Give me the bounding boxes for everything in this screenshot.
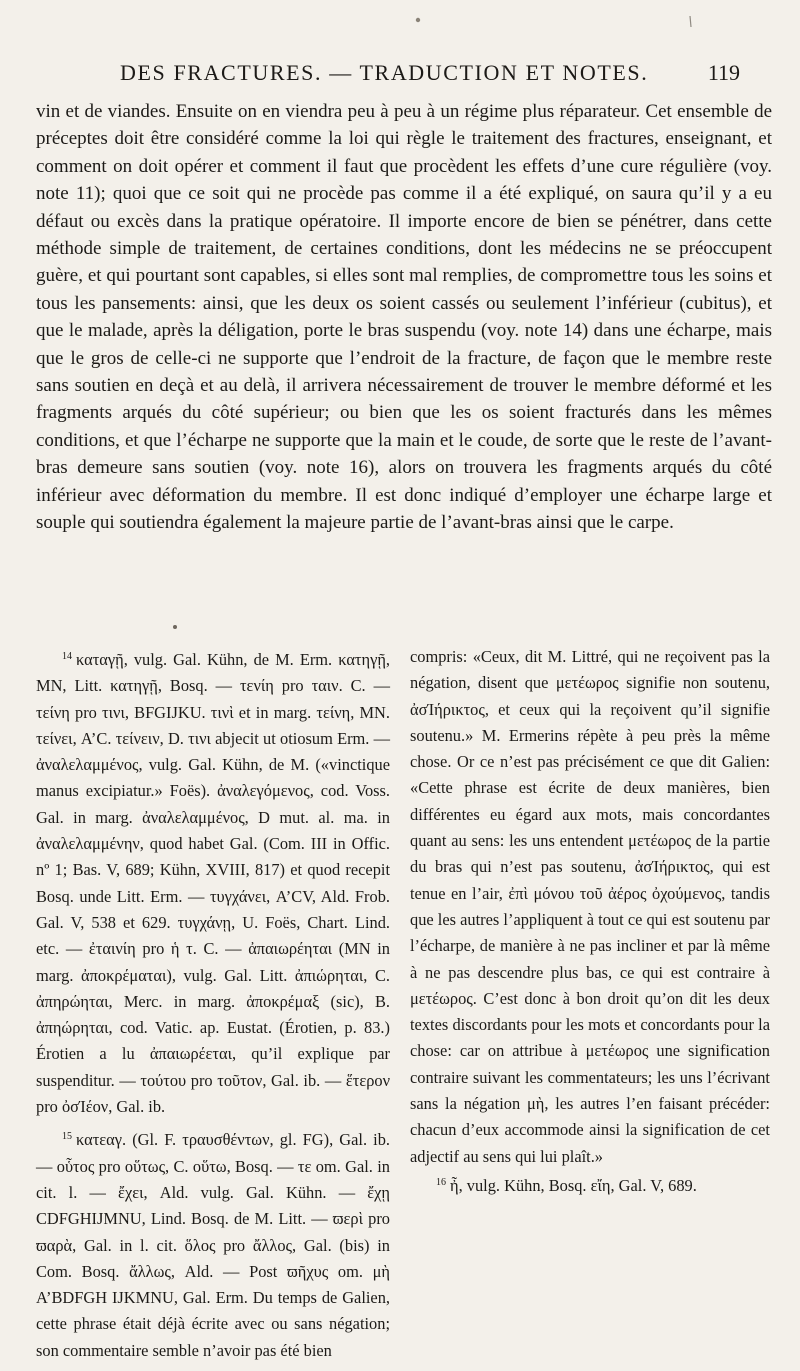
footnote-15-number: 15	[62, 1131, 72, 1143]
running-title: DES FRACTURES. — TRADUCTION ET NOTES.	[120, 60, 649, 85]
footnote-16-number: 16	[436, 1176, 446, 1188]
footnote-14-number: 14	[62, 651, 72, 662]
footnote-14-text: καταγῇ, vulg. Gal. Kühn, de M. Erm. κατηγῇ, MN, Litt. κατηγῇ, Bosq. — τενίη pro ταιν. C. — τείνη pro τινι, BFGIJKU. τινὶ et in marg. τείνη, MN. τείνει, A’C. τείνειν, D. τινι abjecit ut otiosum Erm. — ἀναλελαμμένος, vulg. Gal. Kühn, de M. («vinctique manus excipiatur.» Foës). ἀναλεγόμενος, cod. Voss. Gal. in marg. ἀναλελαμμένος, D mut. al. ma. in ἀναλελαμμένην, quod habet Gal. (Com. III in Offic. nº 1; Bas. V, 689; Kühn, XVIII, 817) et quod recepit Bosq. unde Litt. Erm. — τυγχάνει, A’CV, Ald. Frob. Gal. V, 538 et 629. τυγχάνῃ, U. Foës, Chart. Lind. etc. — ἐταινίη pro ἡ τ. C. — ἀπαιωρέηται (MN in marg. ἀποκρέμαται), vulg. Gal. Litt. ἀπιώρηται, C. ἀπηρώηται, Merc. in marg. ἀποκρέμαξ (sic), B. ἀπηώρηται, cod. Vatic. ap. Eustat. (Érotien, p. 83.) Érotien a lu ἀπαιωρέεται, qu’il explique par suspenditur. — τούτου pro τοῦτον, Gal. ib. — ἕτερον pro ὀσΊέον, Gal. ib.	[36, 650, 390, 1117]
footnote-15-text: κατεαγ. (Gl. F. τραυσθέντων, gl. FG), Gal. ib. — οὗτος pro οὕτως, C. οὕτω, Bosq. — τε om. Gal. in cit. l. — ἔχει, Ald. vulg. Gal. Kühn. — ἔχῃ CDFGHIJMNU, Lind. Bosq. de M. Litt. — ϖερὶ pro ϖαρὰ, Gal. in l. cit. ὅλος pro ἄλλος, Gal. (bis) in Com. Bosq. ἄλλως, Ald. — Post ϖῆχυς om. μὴ A’BDFGH IJKMNU, Gal. Erm. Du temps de Galien, cette phrase était déjà écrite avec ou sans négation; son commentaire semble n’avoir pas été bien	[36, 1130, 390, 1360]
page-number: 119	[707, 60, 740, 85]
footnote-16-text: ἦ, vulg. Kühn, Bosq. εἴη, Gal. V, 689.	[450, 1175, 697, 1195]
ink-mark	[690, 16, 691, 27]
ink-dot	[173, 625, 177, 629]
body-paragraph: vin et de viandes. Ensuite on en viendra peu à peu à un régime plus réparateur. Cet ensemble de préceptes doit être considéré comme la loi qui règle le traitement des fractures, enseignant, et comment on doit opérer et comment il faut que procèdent les effets d’une cure régulière (voy. note 11); quoi que ce soit qui ne procède pas comme il a été expliqué, on saura qu’il y a eu défaut ou excès dans la pratique opératoire. Il importe encore de bien se pénétrer, dans cette méthode simple de traitement, de certaines conditions, dont les médecins ne se préoccupent guère, et qui pourtant sont capables, si elles sont mal remplies, de compromettre tous les soins et tous les pansements: ainsi, que les deux os soient cassés ou seulement l’inférieur (cubitus), et que le malade, après la déligation, porte le bras suspendu (voy. note 14) dans une écharpe, mais que le gros de celle-ci ne supporte que l’endroit de la fracture, de façon que le membre reste sans soutien en deçà et au delà, il arrivera nécessairement de trouver le membre déformé et les fragments arqués du côté supérieur; ou bien que les os soient fracturés dans les mêmes conditions, et que l’écharpe ne supporte que la main et le coude, de sorte que le reste de l’avant-bras demeure sans soutien (voy. note 16), alors on trouvera les fragments arqués du côté inférieur avec déformation du membre. Il est donc indiqué d’employer une écharpe large et souple qui soutiendra également la majeure partie de l’avant-bras ainsi que le carpe.	[36, 101, 772, 534]
ink-dot	[416, 18, 420, 22]
footnote-15-continuation: compris: «Ceux, dit M. Littré, qui ne reçoivent pas la négation, disent que μετέωρος signifie non soutenu, ἀσΊήρικτος, et ceux qui la reçoivent qu’il signifie soutenu.» M. Ermerins répète à peu près la même chose. Or ce n’est pas précisément ce que dit Galien: «Cette phrase est écrite de deux manières, bien différentes eu égard aux mots, mais concordantes quant au sens: les uns entendent μετέωρος de la partie du bras qui n’est pas soutenu, ἀσΊήρικτος, qui est tenue en l’air, ἐπὶ μόνου τοῦ ἀέρος ὀχούμενος, tandis que les autres l’appliquent à tout ce qui est soutenu par l’écharpe, de manière à ne pas incliner et par là même à ne pas descendre plus bas, ce qui est contraire à μετέωρος. C’est donc à bon droit qu’on dit les deux textes discordants pour les mots et concordants pour la chose: car on attribue à μετέωρος une signification contraire suivant les commentateurs; les uns l’écrivant sans la négation μὴ, les autres l’en faisant précéder: chacun d’eux accommode ainsi la signification de cet adjectif au sens qui lui plaît.»	[410, 647, 770, 1166]
